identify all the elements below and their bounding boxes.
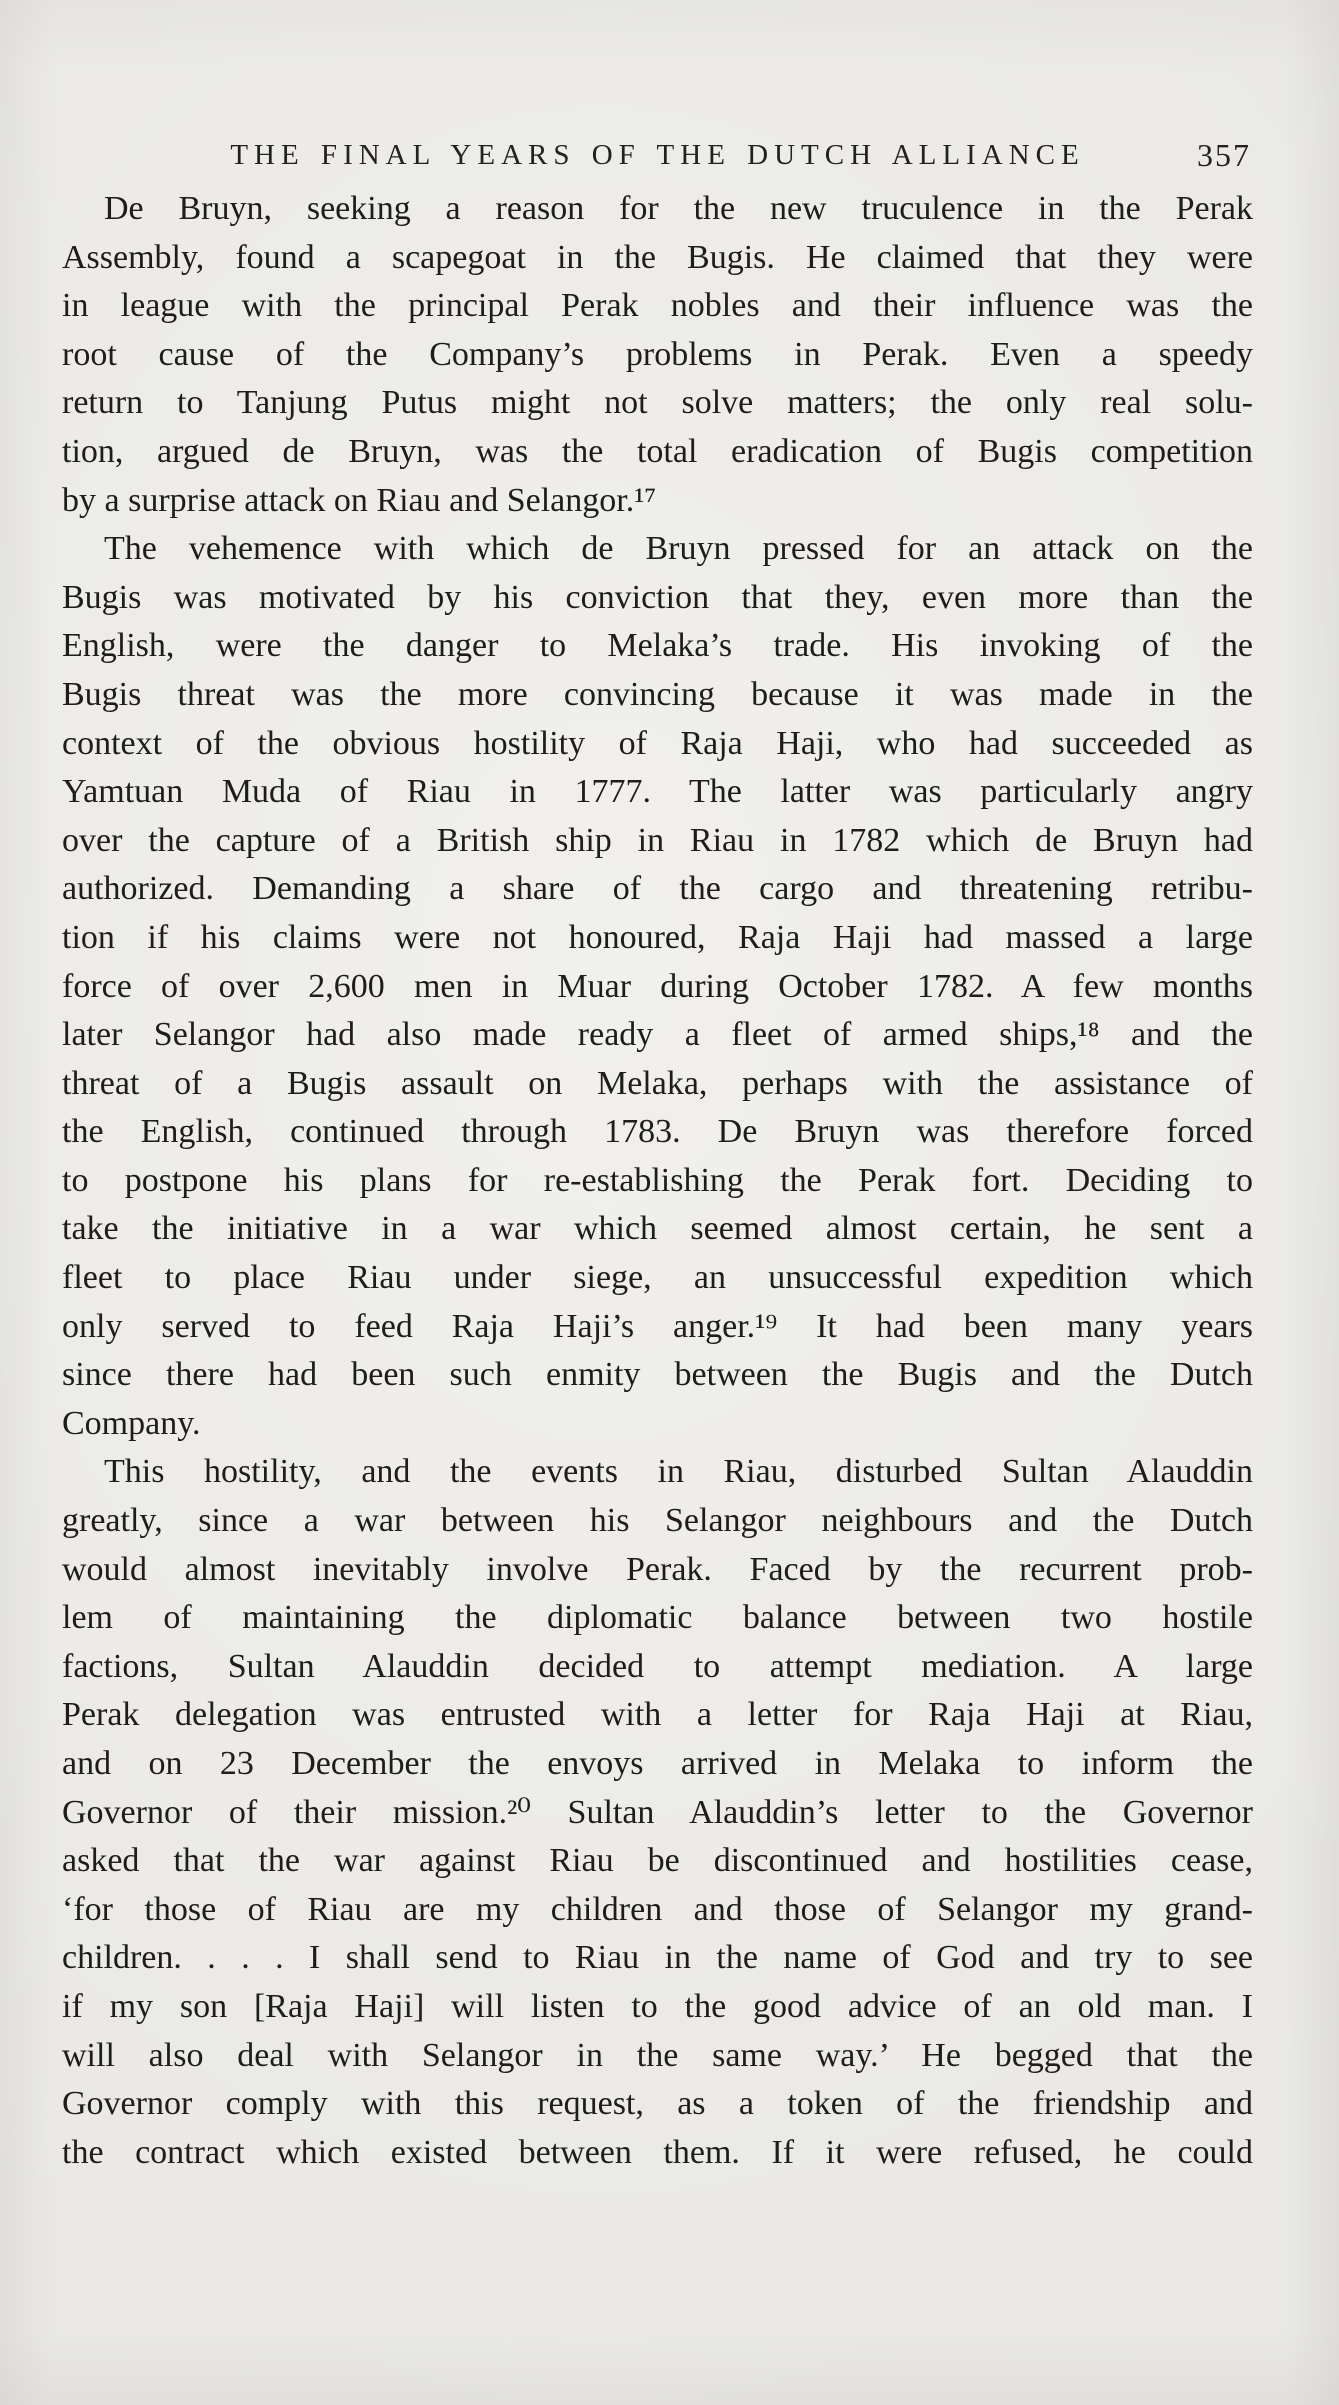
text-line: authorized. Demanding a share of the cargo and threatening retribu- [62, 870, 1253, 908]
text-line: return to Tanjung Putus might not solve matters; the only real solu- [62, 384, 1253, 422]
text-line: Assembly, found a scapegoat in the Bugis. He claimed that they were [62, 238, 1253, 276]
text-line: if my son [Raja Haji] will listen to the good advice of an old man. I [62, 1987, 1253, 2025]
text-line: in league with the principal Perak nobles and their influence was the [62, 287, 1253, 325]
text-line: Governor comply with this request, as a token of the friendship and [62, 2085, 1253, 2123]
text-line: Yamtuan Muda of Riau in 1777. The latter was particularly angry [62, 773, 1253, 811]
text-line: factions, Sultan Alauddin decided to attempt mediation. A large [62, 1647, 1253, 1685]
text-line: greatly, since a war between his Selangor neighbours and the Dutch [62, 1502, 1253, 1540]
page-number: 357 [1197, 137, 1251, 173]
text-line: will also deal with Selangor in the same way.’ He begged that the [62, 2036, 1253, 2074]
text-line: asked that the war against Riau be discontinued and hostilities cease, [62, 1842, 1253, 1880]
text-line: This hostility, and the events in Riau, disturbed Sultan Alauddin [104, 1453, 1253, 1491]
text-line: Bugis threat was the more convincing because it was made in the [62, 675, 1253, 713]
text-line: and on 23 December the envoys arrived in Melaka to inform the [62, 1745, 1253, 1782]
text-block [62, 137, 1253, 2177]
text-line: tion if his claims were not honoured, Raja Haji had massed a large [62, 918, 1253, 956]
text-line: root cause of the Company’s problems in Perak. Even a speedy [62, 335, 1253, 373]
text-line: English, were the danger to Melaka’s trade. His invoking of the [62, 627, 1253, 665]
text-line: Governor of their mission.²⁰ Sultan Alauddin’s letter to the Governor [62, 1793, 1253, 1831]
running-header [62, 137, 1253, 173]
text-line: take the initiative in a war which seemed almost certain, he sent a [62, 1210, 1253, 1248]
text-line: the English, continued through 1783. De Bruyn was therefore forced [62, 1113, 1253, 1151]
text-line: later Selangor had also made ready a fleet of armed ships,¹⁸ and the [62, 1016, 1253, 1054]
text-line: would almost inevitably involve Perak. Faced by the recurrent prob- [62, 1550, 1253, 1588]
text-line: The vehemence with which de Bruyn pressed for an attack on the [104, 530, 1253, 568]
text-line: De Bruyn, seeking a reason for the new truculence in the Perak [104, 190, 1253, 227]
body-text [62, 185, 1253, 2177]
text-line: context of the obvious hostility of Raja Haji, who had succeeded as [62, 724, 1253, 762]
text-line: tion, argued de Bruyn, was the total eradication of Bugis competition [62, 432, 1253, 470]
text-line: Company. [62, 1404, 201, 1442]
text-line: Bugis was motivated by his conviction that they, even more than the [62, 578, 1253, 616]
text-line: over the capture of a British ship in Riau in 1782 which de Bruyn had [62, 821, 1253, 859]
text-line: by a surprise attack on Riau and Selangor.¹⁷ [62, 481, 657, 519]
text-line: fleet to place Riau under siege, an unsuccessful expedition which [62, 1259, 1253, 1297]
text-line: force of over 2,600 men in Muar during October 1782. A few months [62, 967, 1253, 1005]
text-line: the contract which existed between them. If it were refused, he could [62, 2133, 1253, 2171]
text-line: children. . . . I shall send to Riau in the name of God and try to see [62, 1939, 1253, 1977]
text-line: ‘for those of Riau are my children and those of Selangor my grand- [62, 1890, 1253, 1928]
text-line: threat of a Bugis assault on Melaka, perhaps with the assistance of [62, 1064, 1253, 1102]
text-line: lem of maintaining the diplomatic balance between two hostile [62, 1599, 1253, 1637]
text-line: to postpone his plans for re-establishing the Perak fort. Deciding to [62, 1161, 1253, 1199]
chapter-running-title: THE FINAL YEARS OF THE DUTCH ALLIANCE [230, 139, 1085, 171]
text-line: only served to feed Raja Haji’s anger.¹⁹ It had been many years [62, 1307, 1253, 1345]
text-line: Perak delegation was entrusted with a letter for Raja Haji at Riau, [62, 1696, 1253, 1734]
text-line: since there had been such enmity between the Bugis and the Dutch [62, 1356, 1253, 1394]
